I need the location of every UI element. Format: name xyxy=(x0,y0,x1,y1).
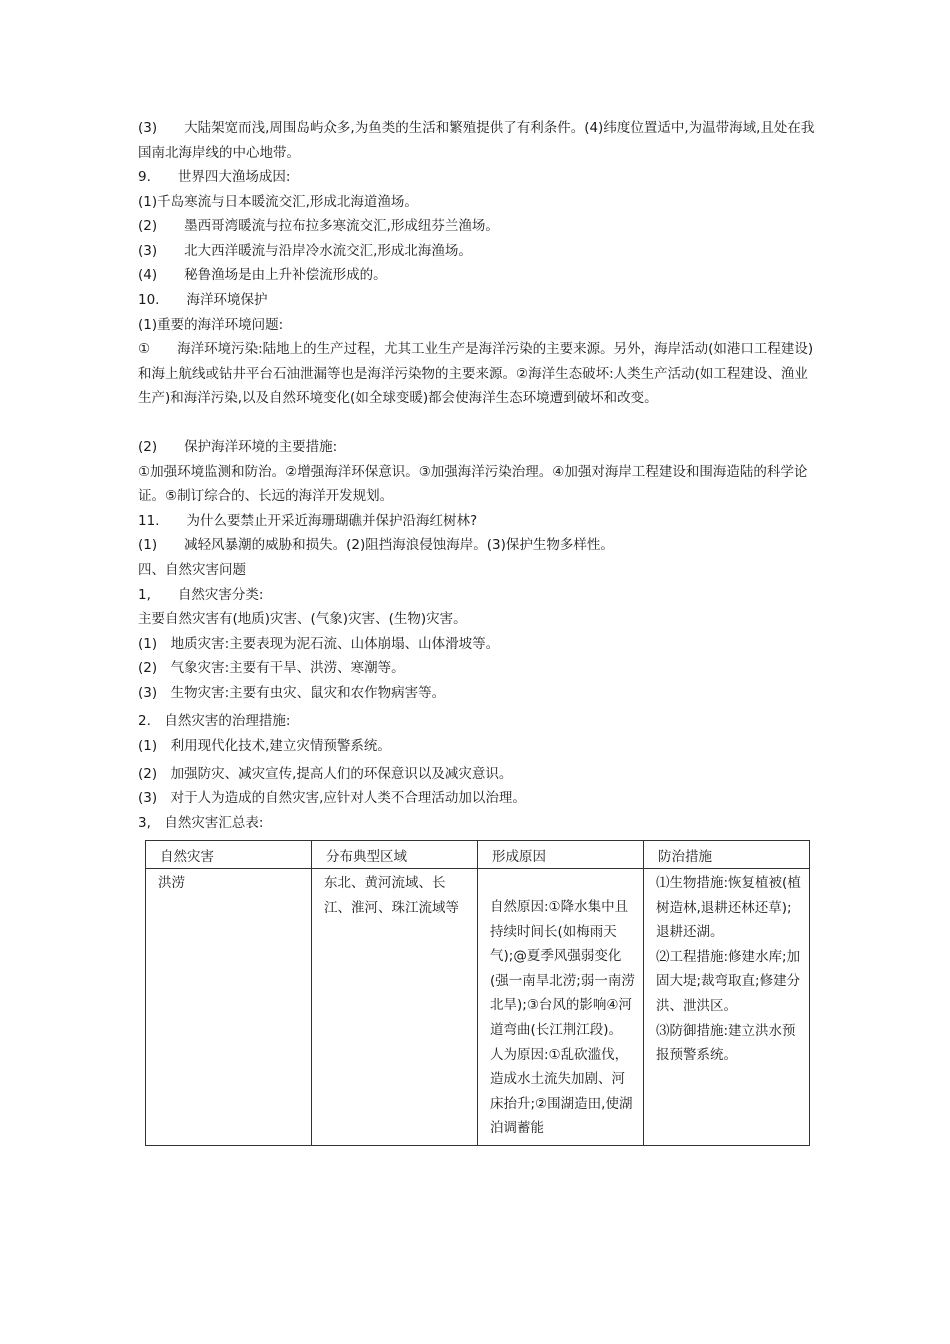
list-item: (1)千岛寒流与日本暖流交汇,形成北海道渔场。 xyxy=(138,193,418,210)
list-item: (3) 对于人为造成的自然灾害,应针对人类不合理活动加以治理。 xyxy=(138,790,526,807)
paragraph-measures: ①加强环境监测和防治。②增强海洋环保意识。③加强海洋污染治理。④加强对海岸工程建设和围海造陆的科学论证。⑤制订综合的、长远的海洋开发规划。 xyxy=(138,463,808,505)
measure-defense: ⑶防御措施:建立洪水预报预警系统。 xyxy=(656,1022,796,1064)
cell-disaster: 洪涝 xyxy=(146,869,312,1146)
subheading: 1, 自然灾害分类: xyxy=(138,586,264,603)
list-item: (1) 地质灾害:主要表现为泥石流、山体崩塌、山体滑坡等。 xyxy=(138,635,500,652)
paragraph: 主要自然灾害有(地质)灾害、(气象)灾害、(生物)灾害。 xyxy=(138,611,467,628)
heading-ocean-protection: 10. 海洋环境保护 xyxy=(138,291,268,308)
paragraph-fishery-condition: (3) 大陆架宽而浅,周围岛屿众多,为鱼类的生活和繁殖提供了有利条件。(4)纬度位置适中,为温带海域,且处在我国南北海岸线的中心地带。 xyxy=(138,120,815,161)
cell-measure xyxy=(644,869,810,1146)
header-measure: 防治措施 xyxy=(644,841,810,869)
section-heading: 四、自然灾害问题 xyxy=(138,561,246,578)
subheading: 3, 自然灾害汇总表: xyxy=(138,814,264,831)
disaster-summary-table xyxy=(145,840,810,1146)
list-item: (3) 生物灾害:主要有虫灾、鼠灾和农作物病害等。 xyxy=(138,684,446,701)
cause-natural: 自然原因:①降水集中且持续时间长(如梅雨天气);@夏季风强弱变化(强一南旱北涝;弱一南涝北旱);③台风的影响④河道弯曲(长江荆江段)。 xyxy=(490,899,635,1038)
list-item: (1) 减轻风暴潮的威胁和损失。(2)阻挡海浪侵蚀海岸。(3)保护生物多样性。 xyxy=(138,537,614,554)
list-item: (3) 北大西洋暖流与沿岸冷水流交汇,形成北海渔场。 xyxy=(138,242,472,259)
header-disaster: 自然灾害 xyxy=(146,841,312,869)
cell-cause xyxy=(478,869,644,1146)
subheading: (2) 保护海洋环境的主要措施: xyxy=(138,439,338,456)
heading-four-fisheries: 9. 世界四大渔场成因: xyxy=(138,169,291,185)
cell-region: 东北、黄河流域、长江、淮河、珠江流域等 xyxy=(312,869,478,1146)
header-region: 分布典型区域 xyxy=(312,841,478,869)
cause-human: 人为原因:①乱砍滥伐，造成水土流失加剧、河床抬升;②围湖造田,使湖泊调蓄能 xyxy=(490,1046,633,1137)
list-item: (2) 加强防灾、减灾宣传,提高人们的环保意识以及减灾意识。 xyxy=(138,765,513,782)
list-item: (4) 秘鲁渔场是由上升补偿流形成的。 xyxy=(138,267,387,284)
subheading: 2. 自然灾害的治理措施: xyxy=(138,712,291,729)
header-cause: 形成原因 xyxy=(478,841,644,869)
heading-coral-reef: 11. 为什么要禁止开采近海珊瑚礁并保护沿海红树林? xyxy=(138,512,478,529)
table-header-row xyxy=(146,841,810,869)
subheading: (1)重要的海洋环境问题: xyxy=(138,316,284,333)
measure-engineering: ⑵工程措施:修建水库;加固大堤;裁弯取直;修建分洪、泄洪区。 xyxy=(656,948,801,1014)
list-item: (1) 利用现代化技术,建立灾情预警系统。 xyxy=(138,737,391,754)
list-item: (2) 气象灾害:主要有干旱、洪涝、寒潮等。 xyxy=(138,660,405,677)
list-item: (2) 墨西哥湾暖流与拉布拉多寒流交汇,形成纽芬兰渔场。 xyxy=(138,218,499,235)
paragraph-ocean-problems: ① 海洋环境污染:陆地上的生产过程，尤其工业生产是海洋污染的主要来源。另外，海岸活动(如港口工程建设)和海上航线或钻井平台石油泄漏等也是海洋污染物的主要来源。②海洋生态破坏:人类生产活动(如工程建设、渔业生产)和海洋污染,以及自然环境变化(如全球变暖)都会使海洋生态环境遭到破坏和改变。 xyxy=(138,341,814,407)
table-row xyxy=(146,869,810,1146)
measure-biological: ⑴生物措施:恢复植被(植树造林,退耕还林还草);退耕还湖。 xyxy=(656,875,801,941)
text-body xyxy=(138,116,818,835)
